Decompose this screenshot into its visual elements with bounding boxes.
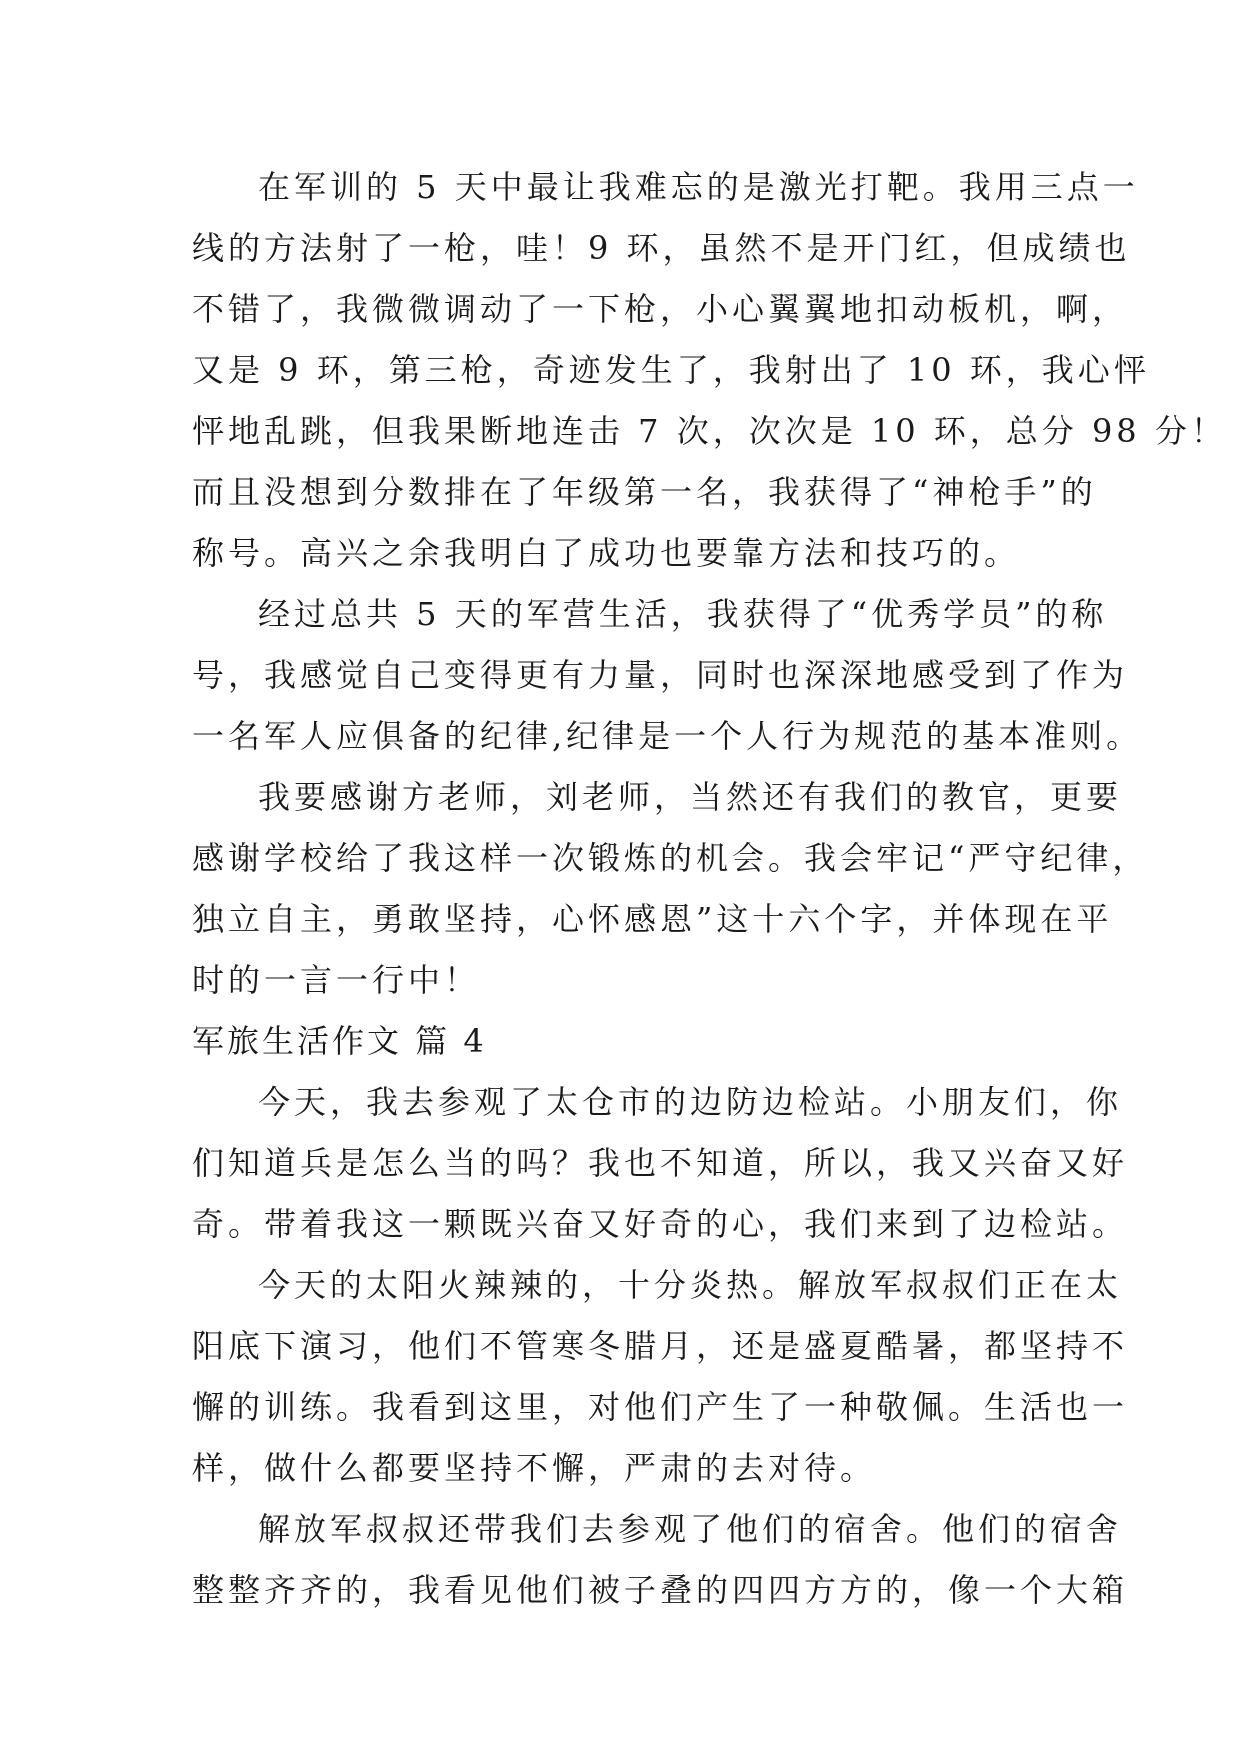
- text-line: 经过总共 5 天的军营生活，我获得了“优秀学员”的称: [258, 595, 1108, 633]
- text-line: 在军训的 5 天中最让我难忘的是激光打靶。我用三点一: [258, 168, 1139, 206]
- text-line: 奇。带着我这一颗既兴奋又好奇的心，我们来到了边检站。: [192, 1205, 1129, 1243]
- text-line: 又是 9 环，第三枪，奇迹发生了，我射出了 10 环，我心怦: [192, 351, 1150, 389]
- text-line: 怦地乱跳，但我果断地连击 7 次，次次是 10 环，总分 98 分！: [192, 412, 1227, 450]
- text-line: 今天的太阳火辣辣的，十分炎热。解放军叔叔们正在太: [258, 1266, 1123, 1304]
- text-line: 一名军人应俱备的纪律,纪律是一个人行为规范的基本准则。: [192, 717, 1143, 755]
- text-line: 们知道兵是怎么当的吗？我也不知道，所以，我又兴奋又好: [192, 1144, 1129, 1182]
- text-line: 时的一言一行中！: [192, 961, 481, 999]
- text-line: 今天，我去参观了太仓市的边防边检站。小朋友们，你: [258, 1083, 1123, 1121]
- text-line: 感谢学校给了我这样一次锻炼的机会。我会牢记“严守纪律，: [192, 839, 1149, 877]
- text-line: 独立自主，勇敢坚持，心怀感恩”这十六个字，并体现在平: [192, 900, 1113, 938]
- text-line: 我要感谢方老师，刘老师，当然还有我们的教官，更要: [258, 778, 1123, 816]
- text-line: 不错了，我微微调动了一下枪，小心翼翼地扣动板机，啊，: [192, 290, 1129, 328]
- text-line: 称号。高兴之余我明白了成功也要靠方法和技巧的。: [192, 534, 1021, 572]
- text-line: 而且没想到分数排在了年级第一名，我获得了“神枪手”的: [192, 473, 1097, 511]
- text-line: 解放军叔叔还带我们去参观了他们的宿舍。他们的宿舍: [258, 1510, 1123, 1548]
- text-line: 懈的训练。我看到这里，对他们产生了一种敬佩。生活也一: [192, 1388, 1129, 1426]
- text-line: 样，做什么都要坚持不懈，严肃的去对待。: [192, 1449, 877, 1487]
- text-line: 阳底下演习，他们不管寒冬腊月，还是盛夏酷暑，都坚持不: [192, 1327, 1129, 1365]
- text-line: 线的方法射了一枪，哇！9 环，虽然不是开门红，但成绩也: [192, 229, 1131, 267]
- text-line: 整整齐齐的，我看见他们被子叠的四四方方的，像一个大箱: [192, 1571, 1129, 1609]
- document-body: [192, 157, 1227, 1621]
- section-heading: 军旅生活作文 篇 4: [192, 1022, 487, 1060]
- text-line: 号，我感觉自己变得更有力量，同时也深深地感受到了作为: [192, 656, 1129, 694]
